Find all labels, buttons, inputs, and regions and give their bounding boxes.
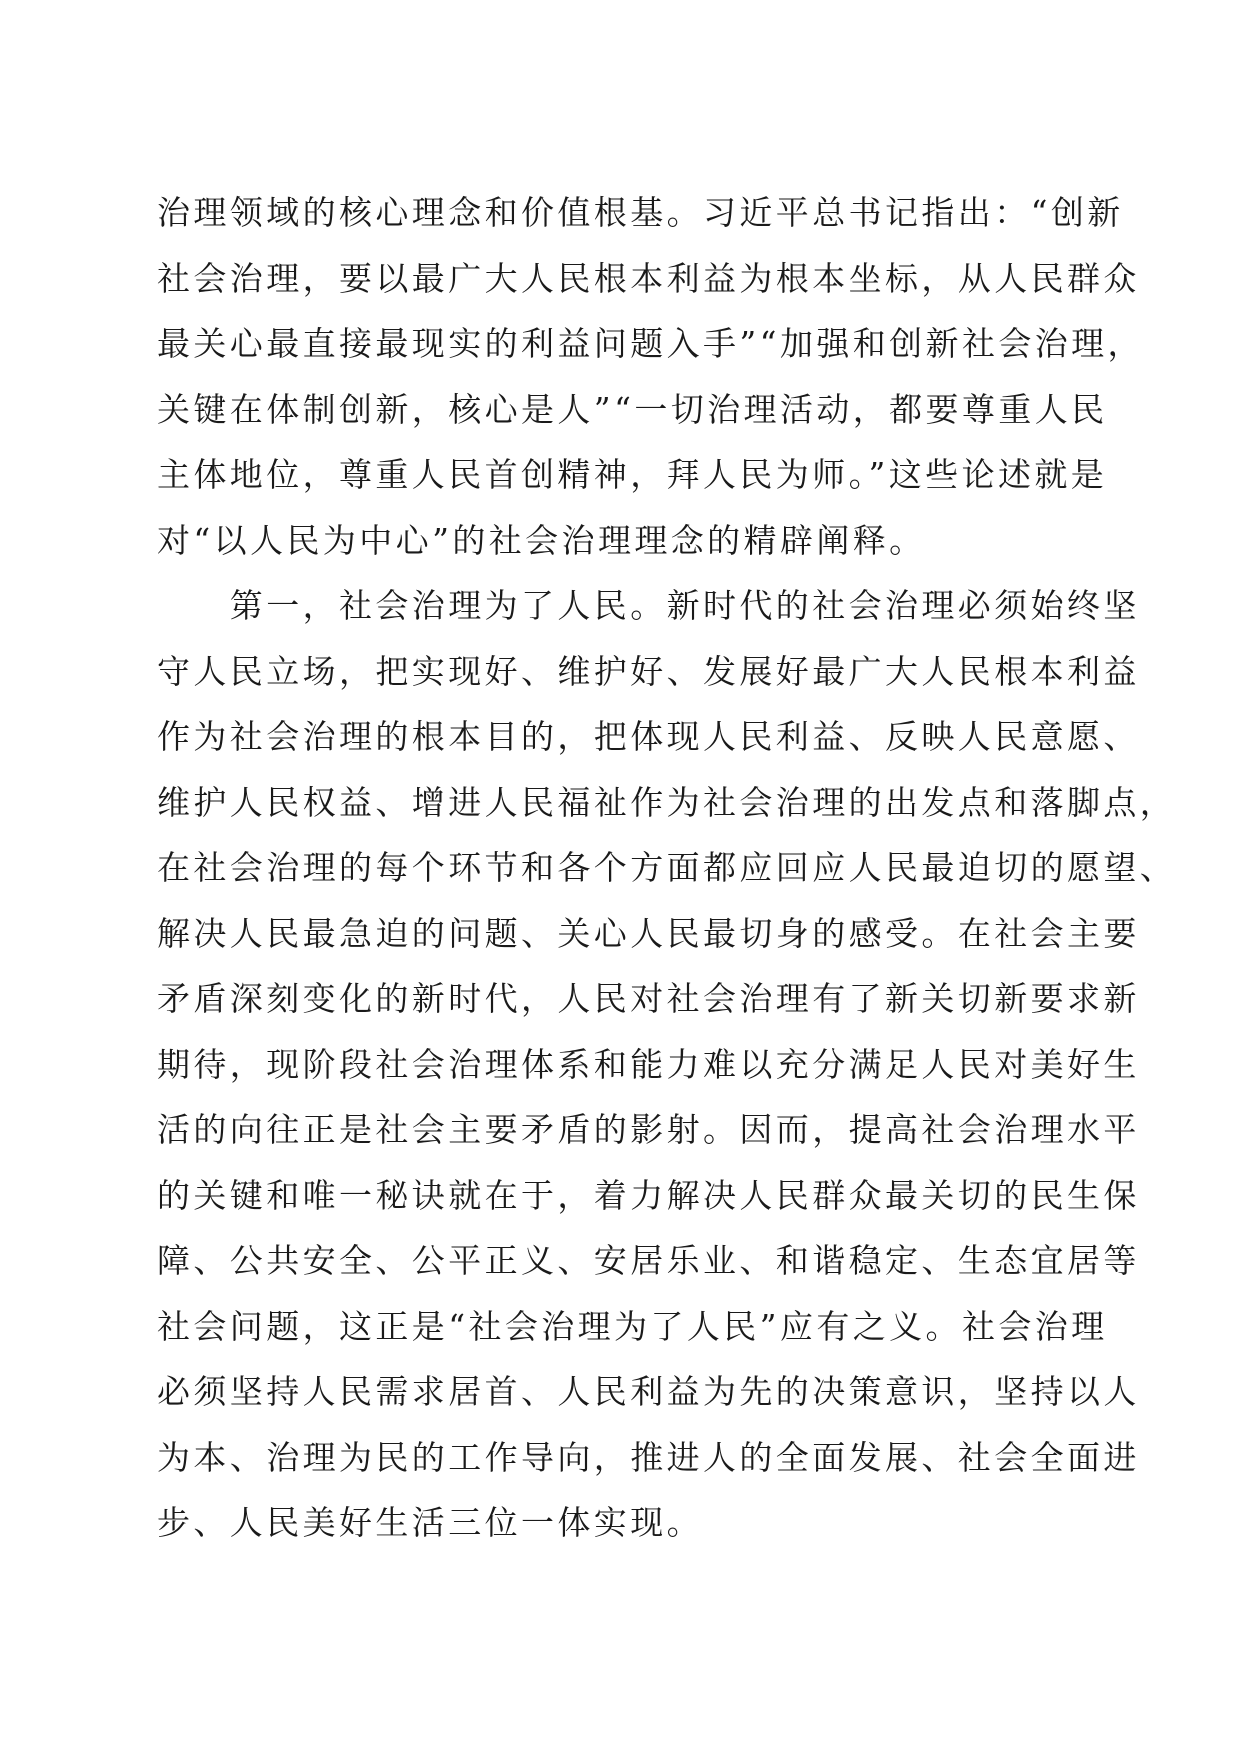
text-line: 活的向往正是社会主要矛盾的影射。因而，提高社会治理水平 (157, 1110, 1140, 1149)
text-line: 解决人民最急迫的问题、关心人民最切身的感受。在社会主要 (157, 913, 1140, 953)
text-line: 关键在体制创新，核心是人”“一切治理活动，都要尊重人民 (157, 389, 1108, 429)
text-line: 治理领域的核心理念和价值根基。习近平总书记指出：“创新 (157, 193, 1124, 232)
body-text (157, 180, 1177, 1556)
text-line: 社会问题，这正是“社会治理为了人民”应有之义。社会治理 (157, 1306, 1108, 1346)
text-line: 期待，现阶段社会治理体系和能力难以充分满足人民对美好生 (157, 1044, 1140, 1084)
text-line: 主体地位，尊重人民首创精神，拜人民为师。”这些论述就是 (157, 455, 1108, 494)
text-line: 社会治理，要以最广大人民根本利益为根本坐标，从人民群众 (157, 258, 1140, 298)
text-line: 对“以人民为中心”的社会治理理念的精辟阐释。 (157, 520, 926, 560)
text-line: 的关键和唯一秘诀就在于，着力解决人民群众最关切的民生保 (157, 1175, 1140, 1215)
text-line: 必须坚持人民需求居首、人民利益为先的决策意识，坚持以人 (157, 1372, 1140, 1411)
text-line: 障、公共安全、公平正义、安居乐业、和谐稳定、生态宜居等 (157, 1241, 1140, 1280)
text-line: 守人民立场，把实现好、维护好、发展好最广大人民根本利益 (157, 651, 1140, 691)
text-line: 步、人民美好生活三位一体实现。 (157, 1503, 703, 1542)
text-line: 作为社会治理的根本目的，把体现人民利益、反映人民意愿、 (157, 717, 1140, 756)
text-line: 第一，社会治理为了人民。新时代的社会治理必须始终坚 (157, 586, 1140, 625)
text-line: 最关心最直接最现实的利益问题入手”“加强和创新社会治理， (157, 324, 1144, 363)
text-line: 维护人民权益、增进人民福祉作为社会治理的出发点和落脚点， (157, 782, 1177, 822)
text-line: 在社会治理的每个环节和各个方面都应回应人民最迫切的愿望、 (157, 848, 1177, 887)
text-line: 为本、治理为民的工作导向，推进人的全面发展、社会全面进 (157, 1437, 1140, 1477)
text-line: 矛盾深刻变化的新时代，人民对社会治理有了新关切新要求新 (157, 979, 1140, 1018)
